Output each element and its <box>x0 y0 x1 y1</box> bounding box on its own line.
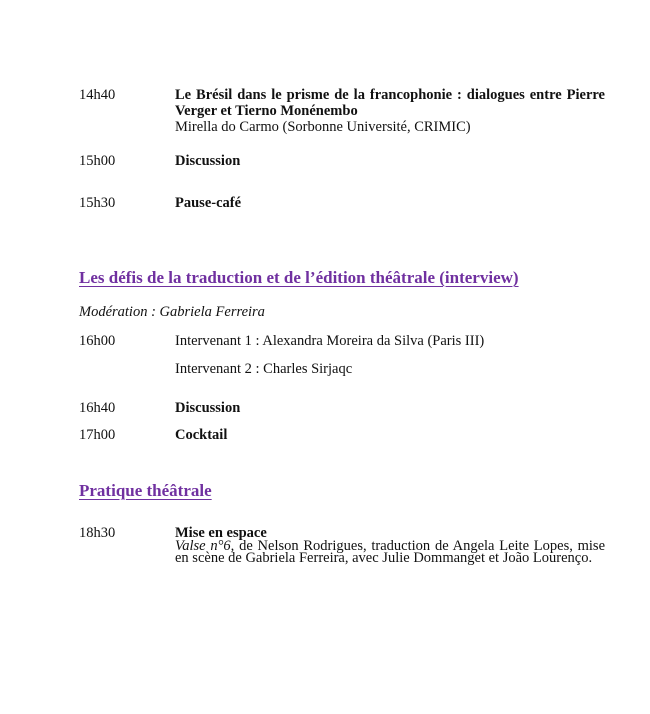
item-description <box>175 538 606 566</box>
item-title: Discussion <box>175 400 241 416</box>
work-details: de Nelson Rodrigues, traduction de Angela Leite Lopes, mise en scène de Gabriela Ferreira, avec Julie Dommanget et João Lourenço. <box>175 538 606 566</box>
work-title: Valse n°6, <box>175 538 235 554</box>
item-title: Mise en espace <box>175 525 267 541</box>
time-label: 15h30 <box>79 195 116 211</box>
speaker-2: Intervenant 2 : Charles Sirjaqc <box>175 361 353 377</box>
time-label: 16h40 <box>79 400 116 416</box>
section-heading-practice: Pratique théâtrale <box>79 481 212 500</box>
moderation-line: Modération : Gabriela Ferreira <box>79 304 265 320</box>
time-label: 17h00 <box>79 427 116 443</box>
speaker-1: Intervenant 1 : Alexandra Moreira da Silva (Paris III) <box>175 333 485 349</box>
time-label: 16h00 <box>79 333 116 349</box>
section-heading-translation: Les défis de la traduction et de l’édition théâtrale (interview) <box>79 268 519 287</box>
item-title: Discussion <box>175 153 241 169</box>
item-title: Cocktail <box>175 427 228 443</box>
item-content <box>175 333 605 349</box>
item-content <box>175 525 605 564</box>
talk-speaker: Mirella do Carmo (Sorbonne Université, CRIMIC) <box>175 119 471 135</box>
talk-title: Le Brésil dans le prisme de la francophonie : dialogues entre Pierre Verger et Tierno Monénembo <box>175 87 605 119</box>
item-title: Pause-café <box>175 195 242 211</box>
item-content <box>175 87 605 135</box>
time-label: 18h30 <box>79 525 116 541</box>
time-label: 14h40 <box>79 87 116 103</box>
time-label: 15h00 <box>79 153 116 169</box>
